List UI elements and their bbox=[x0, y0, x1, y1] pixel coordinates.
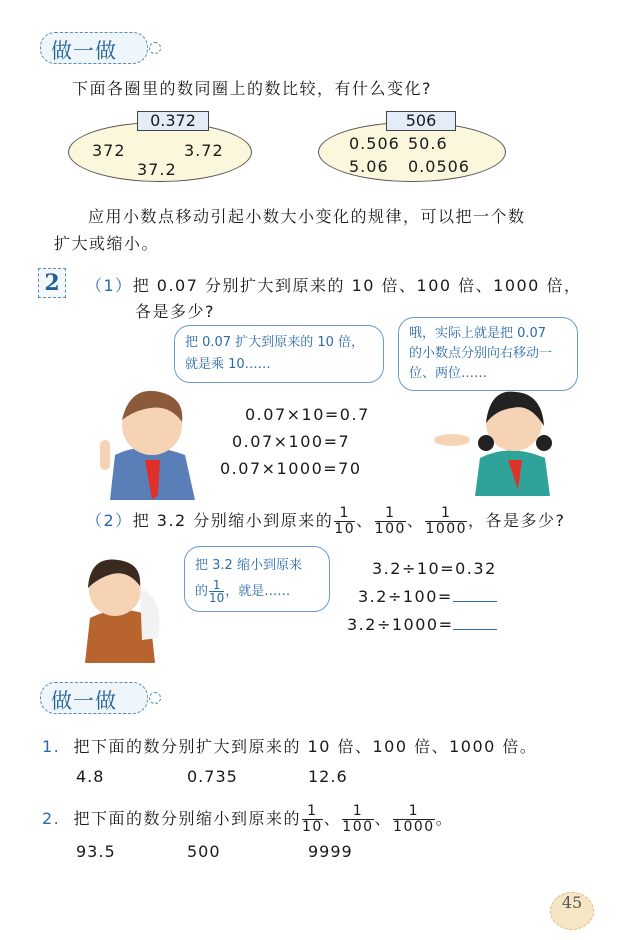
exercise-number: 1. bbox=[42, 737, 61, 756]
circle-1-label: 0.372 bbox=[137, 111, 209, 131]
answer-blank[interactable] bbox=[453, 629, 497, 630]
rule-text-line1: 应用小数点移动引起小数大小变化的规律，可以把一个数 bbox=[88, 207, 526, 226]
boy2-speech-bubble: 把 3.2 缩小到原来 的 $\frac{1}{10}$ ，就是…… bbox=[184, 546, 330, 612]
exercise-text: 把下面的数分别缩小到原来的 bbox=[73, 809, 301, 828]
rule-text-line2: 扩大或缩小。 bbox=[54, 234, 160, 253]
bubble-text: 就是乘 10…… bbox=[185, 357, 271, 372]
part-marker: （1） bbox=[86, 276, 133, 295]
page-number: 45 bbox=[550, 892, 594, 930]
boy-speech-bubble bbox=[174, 325, 384, 383]
bubble-text: 的小数点分别向右移动一 bbox=[409, 346, 553, 361]
equation: 0.07×10=0.7 bbox=[245, 405, 370, 424]
circle-number: 372 bbox=[92, 141, 126, 160]
question-text: 下面各圈里的数同圈上的数比较，有什么变化? bbox=[72, 79, 432, 98]
equation: 3.2÷100= bbox=[358, 587, 453, 606]
try-it-badge bbox=[40, 32, 148, 64]
circle-number: 0.506 bbox=[349, 134, 400, 153]
try-it-badge-2 bbox=[40, 682, 148, 714]
exercise-number: 2. bbox=[42, 809, 61, 828]
badge-label: 做一做 bbox=[51, 39, 117, 63]
question-text: 把 3.2 分别缩小到原来的 bbox=[132, 511, 334, 530]
fraction: $\frac{1}{10}$ bbox=[301, 803, 323, 835]
equation: 3.2÷1000= bbox=[347, 615, 454, 634]
circle-number: 50.6 bbox=[408, 134, 448, 153]
exercise-value: 500 bbox=[187, 842, 221, 861]
badge-label: 做一做 bbox=[51, 689, 117, 713]
girl-illustration bbox=[430, 378, 570, 496]
circle-number: 37.2 bbox=[137, 160, 177, 179]
part1-question: 把 0.07 分别扩大到原来的 10 倍、100 倍、1000 倍， bbox=[132, 276, 582, 295]
exercise-text: 把下面的数分别扩大到原来的 10 倍、100 倍、1000 倍。 bbox=[73, 737, 538, 756]
fraction: $\frac{1}{100}$ bbox=[374, 505, 406, 537]
example-number: 2 bbox=[38, 268, 66, 298]
part-marker: （2） bbox=[86, 511, 133, 530]
fraction: $\frac{1}{1000}$ bbox=[425, 505, 468, 537]
exercise-value: 9999 bbox=[308, 842, 353, 861]
bubble-text: 把 3.2 缩小到原来 bbox=[195, 558, 302, 573]
exercise-value: 0.735 bbox=[187, 767, 238, 786]
fraction: $\frac{1}{10}$ bbox=[334, 505, 356, 537]
boy-illustration bbox=[90, 380, 210, 500]
answer-blank[interactable] bbox=[453, 601, 497, 602]
fraction: $\frac{1}{100}$ bbox=[342, 803, 374, 835]
circle-number: 3.72 bbox=[184, 141, 224, 160]
equation: 0.07×1000=70 bbox=[220, 459, 362, 478]
part1-question-line2: 各是多少? bbox=[135, 302, 215, 321]
circle-number: 5.06 bbox=[349, 157, 389, 176]
exercise-value: 12.6 bbox=[308, 767, 348, 786]
equation: 3.2÷10=0.32 bbox=[372, 559, 497, 578]
exercise-value: 93.5 bbox=[76, 842, 116, 861]
circle-2-label: 506 bbox=[386, 111, 456, 131]
textbook-page: 做一做 下面各圈里的数同圈上的数比较，有什么变化? 0.372 372 3.72 37.2 506 0.506 50.6 5.06 0.0506 应用小数点移动引起小数大小变化的规律，可以把一个数 扩大或缩小。 2 （1）把 0.07 分别扩大到原来的 10 倍、100 倍、1000 倍， 各是多少? 把 0.07 扩大到原来的 10 倍， 就是乘 10…… 哦，实际上就是把 0.07 的小数点分别向右移动一 位、两位…… 0.07×10=0.7 0.07×100=7 0.07×1000=70 （2）把 3.2 分别缩小到原来的 $\frac{1}{10}$ 、 $\frac{1}{100}$ 、 $\frac{1}{1000}$ ，各是多少? 把 3.2 缩小到原来 的 $\frac{1}{10}$ ，就是…… 3.2÷10=0.32 3.2÷100= 3.2÷1000= 做一做 1. 把下面的数分别扩大到原来的 10 倍、100 倍、1000 倍。 4.8 0.735 12.6 2. 把下面的数分别缩小到原来的 $\frac{1}{10}$ 、 $\frac{1}{100}$ 、 $\frac{1}{1000}$ 。 93.5 500 9999 45 bbox=[0, 0, 626, 940]
bubble-text: 把 0.07 扩大到原来的 10 倍， bbox=[185, 335, 365, 350]
part2-question: （2）把 3.2 分别缩小到原来的 $\frac{1}{10}$ 、 $\frac{1}{100}$ 、 $\frac{1}{1000}$ ，各是多少? bbox=[86, 505, 566, 537]
bubble-text: 哦，实际上就是把 0.07 bbox=[409, 326, 547, 341]
circle-number: 0.0506 bbox=[408, 157, 470, 176]
fraction: $\frac{1}{10}$ bbox=[209, 578, 225, 605]
equation: 0.07×100=7 bbox=[232, 432, 351, 451]
fraction: $\frac{1}{1000}$ bbox=[393, 803, 435, 835]
bubble-text: 位、两位…… bbox=[409, 366, 488, 381]
boy-thinking-illustration bbox=[70, 548, 180, 663]
exercise-value: 4.8 bbox=[76, 767, 105, 786]
